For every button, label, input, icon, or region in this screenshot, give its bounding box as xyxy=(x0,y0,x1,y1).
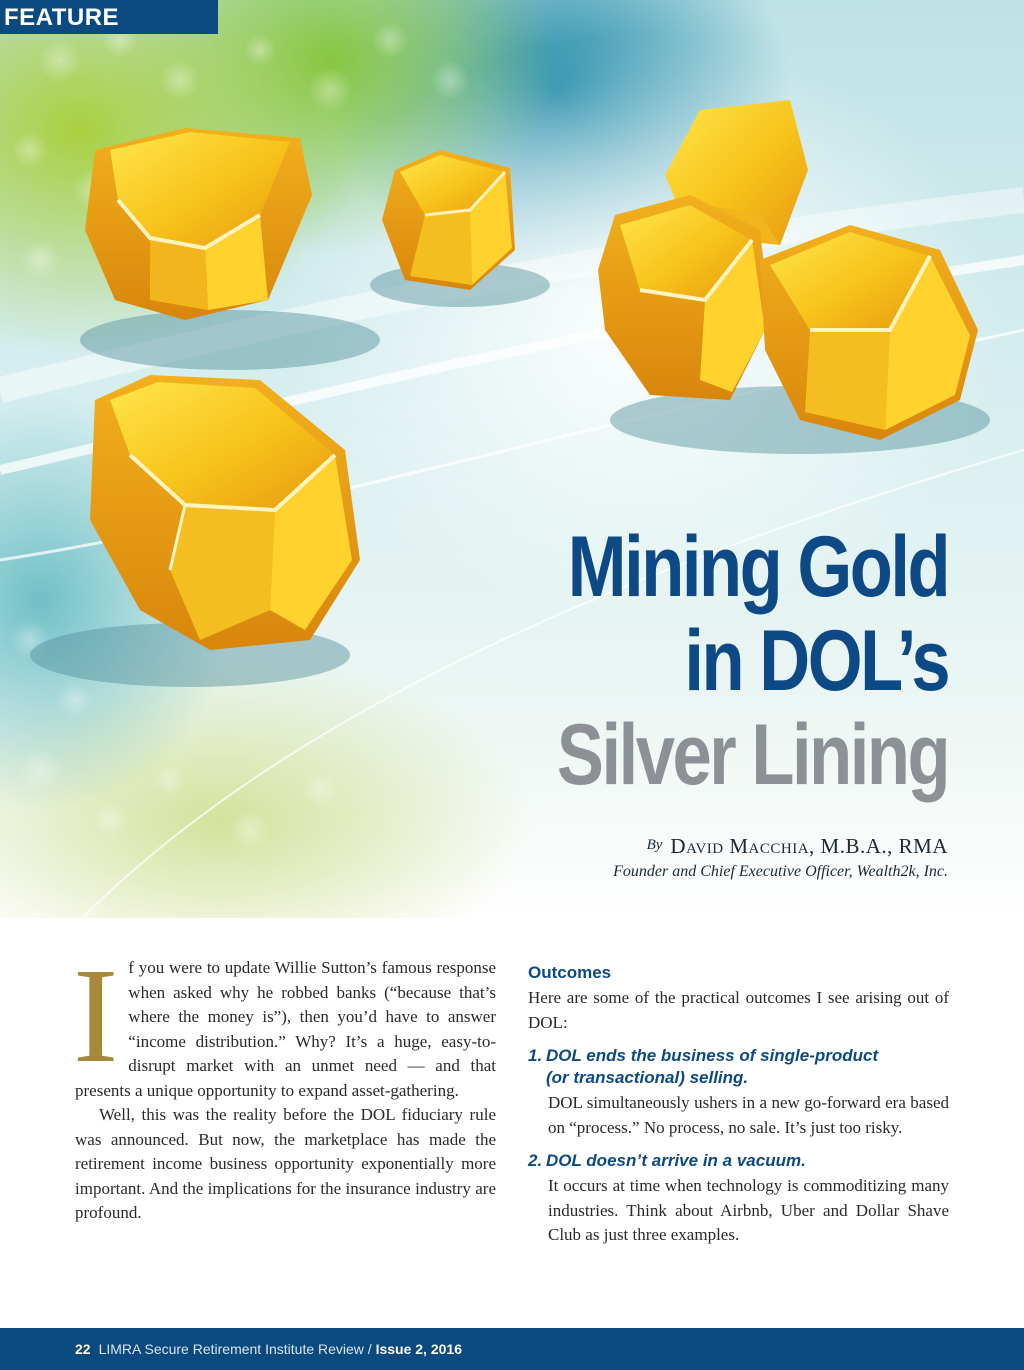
outcome-2-heading-text: DOL doesn’t arrive in a vacuum. xyxy=(546,1151,806,1170)
paragraph-1: f you were to update Willie Sutton’s famous response when asked why he robbed banks (“because that’s where the money is”), then you’d have to answer “income distribution.” Why? It’s a huge, easy-to-disrupt market with an unmet need — and that presents a unique opportunity to expand asset-gathering. xyxy=(75,958,496,1100)
page-footer xyxy=(0,1328,1024,1370)
section-tag: FEATURE xyxy=(0,0,218,34)
title-line-3: Silver Lining xyxy=(556,707,948,803)
paragraph-2: Well, this was the reality before the DOL fiduciary rule was announced. But now, the marketplace has made the retirement income business opportunity exponentially more important. And the implications for the insurance industry are profound. xyxy=(75,1105,496,1222)
title-line-1: Mining Gold xyxy=(567,519,948,615)
publication-name: LIMRA Secure Retirement Institute Review / xyxy=(98,1341,372,1357)
outcome-2-text: It occurs at time when technology is commoditizing many industries. Think about Airbnb, Uber and Dollar Shave Club as just three examples. xyxy=(548,1176,949,1244)
body-column-left xyxy=(73,941,496,1226)
gold-nugget-1 xyxy=(85,128,312,320)
outcome-1-heading-b: (or transactional) selling. xyxy=(546,1068,749,1087)
page-number: 22 xyxy=(75,1341,91,1357)
gold-nugget-3 xyxy=(90,375,360,650)
title-line-2: in DOL’s xyxy=(684,613,948,709)
byline-prefix: By xyxy=(646,837,663,853)
article-title xyxy=(471,520,948,802)
body-column-right xyxy=(528,956,949,1248)
gold-nugget-cluster xyxy=(598,100,978,440)
outcome-1-heading-a: DOL ends the business of single-product xyxy=(546,1046,879,1065)
issue-label: Issue 2, 2016 xyxy=(375,1341,462,1357)
author-name: David Macchia, M.B.A., RMA xyxy=(670,834,948,858)
outcome-1-text: DOL simultaneously ushers in a new go-forward era based on “process.” No process, no sale. It’s just too risky. xyxy=(548,1093,949,1137)
outcome-2-number: 2. xyxy=(528,1151,543,1170)
outcome-1-number: 1. xyxy=(528,1046,543,1065)
byline xyxy=(613,834,948,881)
drop-cap: I xyxy=(73,941,119,1091)
outcome-1-heading xyxy=(528,1045,949,1089)
outcome-2-heading xyxy=(528,1150,949,1172)
outcomes-heading: Outcomes xyxy=(528,963,612,982)
author-role: Founder and Chief Executive Officer, Wealth2k, Inc. xyxy=(613,863,948,880)
outcomes-intro: Here are some of the practical outcomes I see arising out of DOL: xyxy=(528,988,949,1032)
